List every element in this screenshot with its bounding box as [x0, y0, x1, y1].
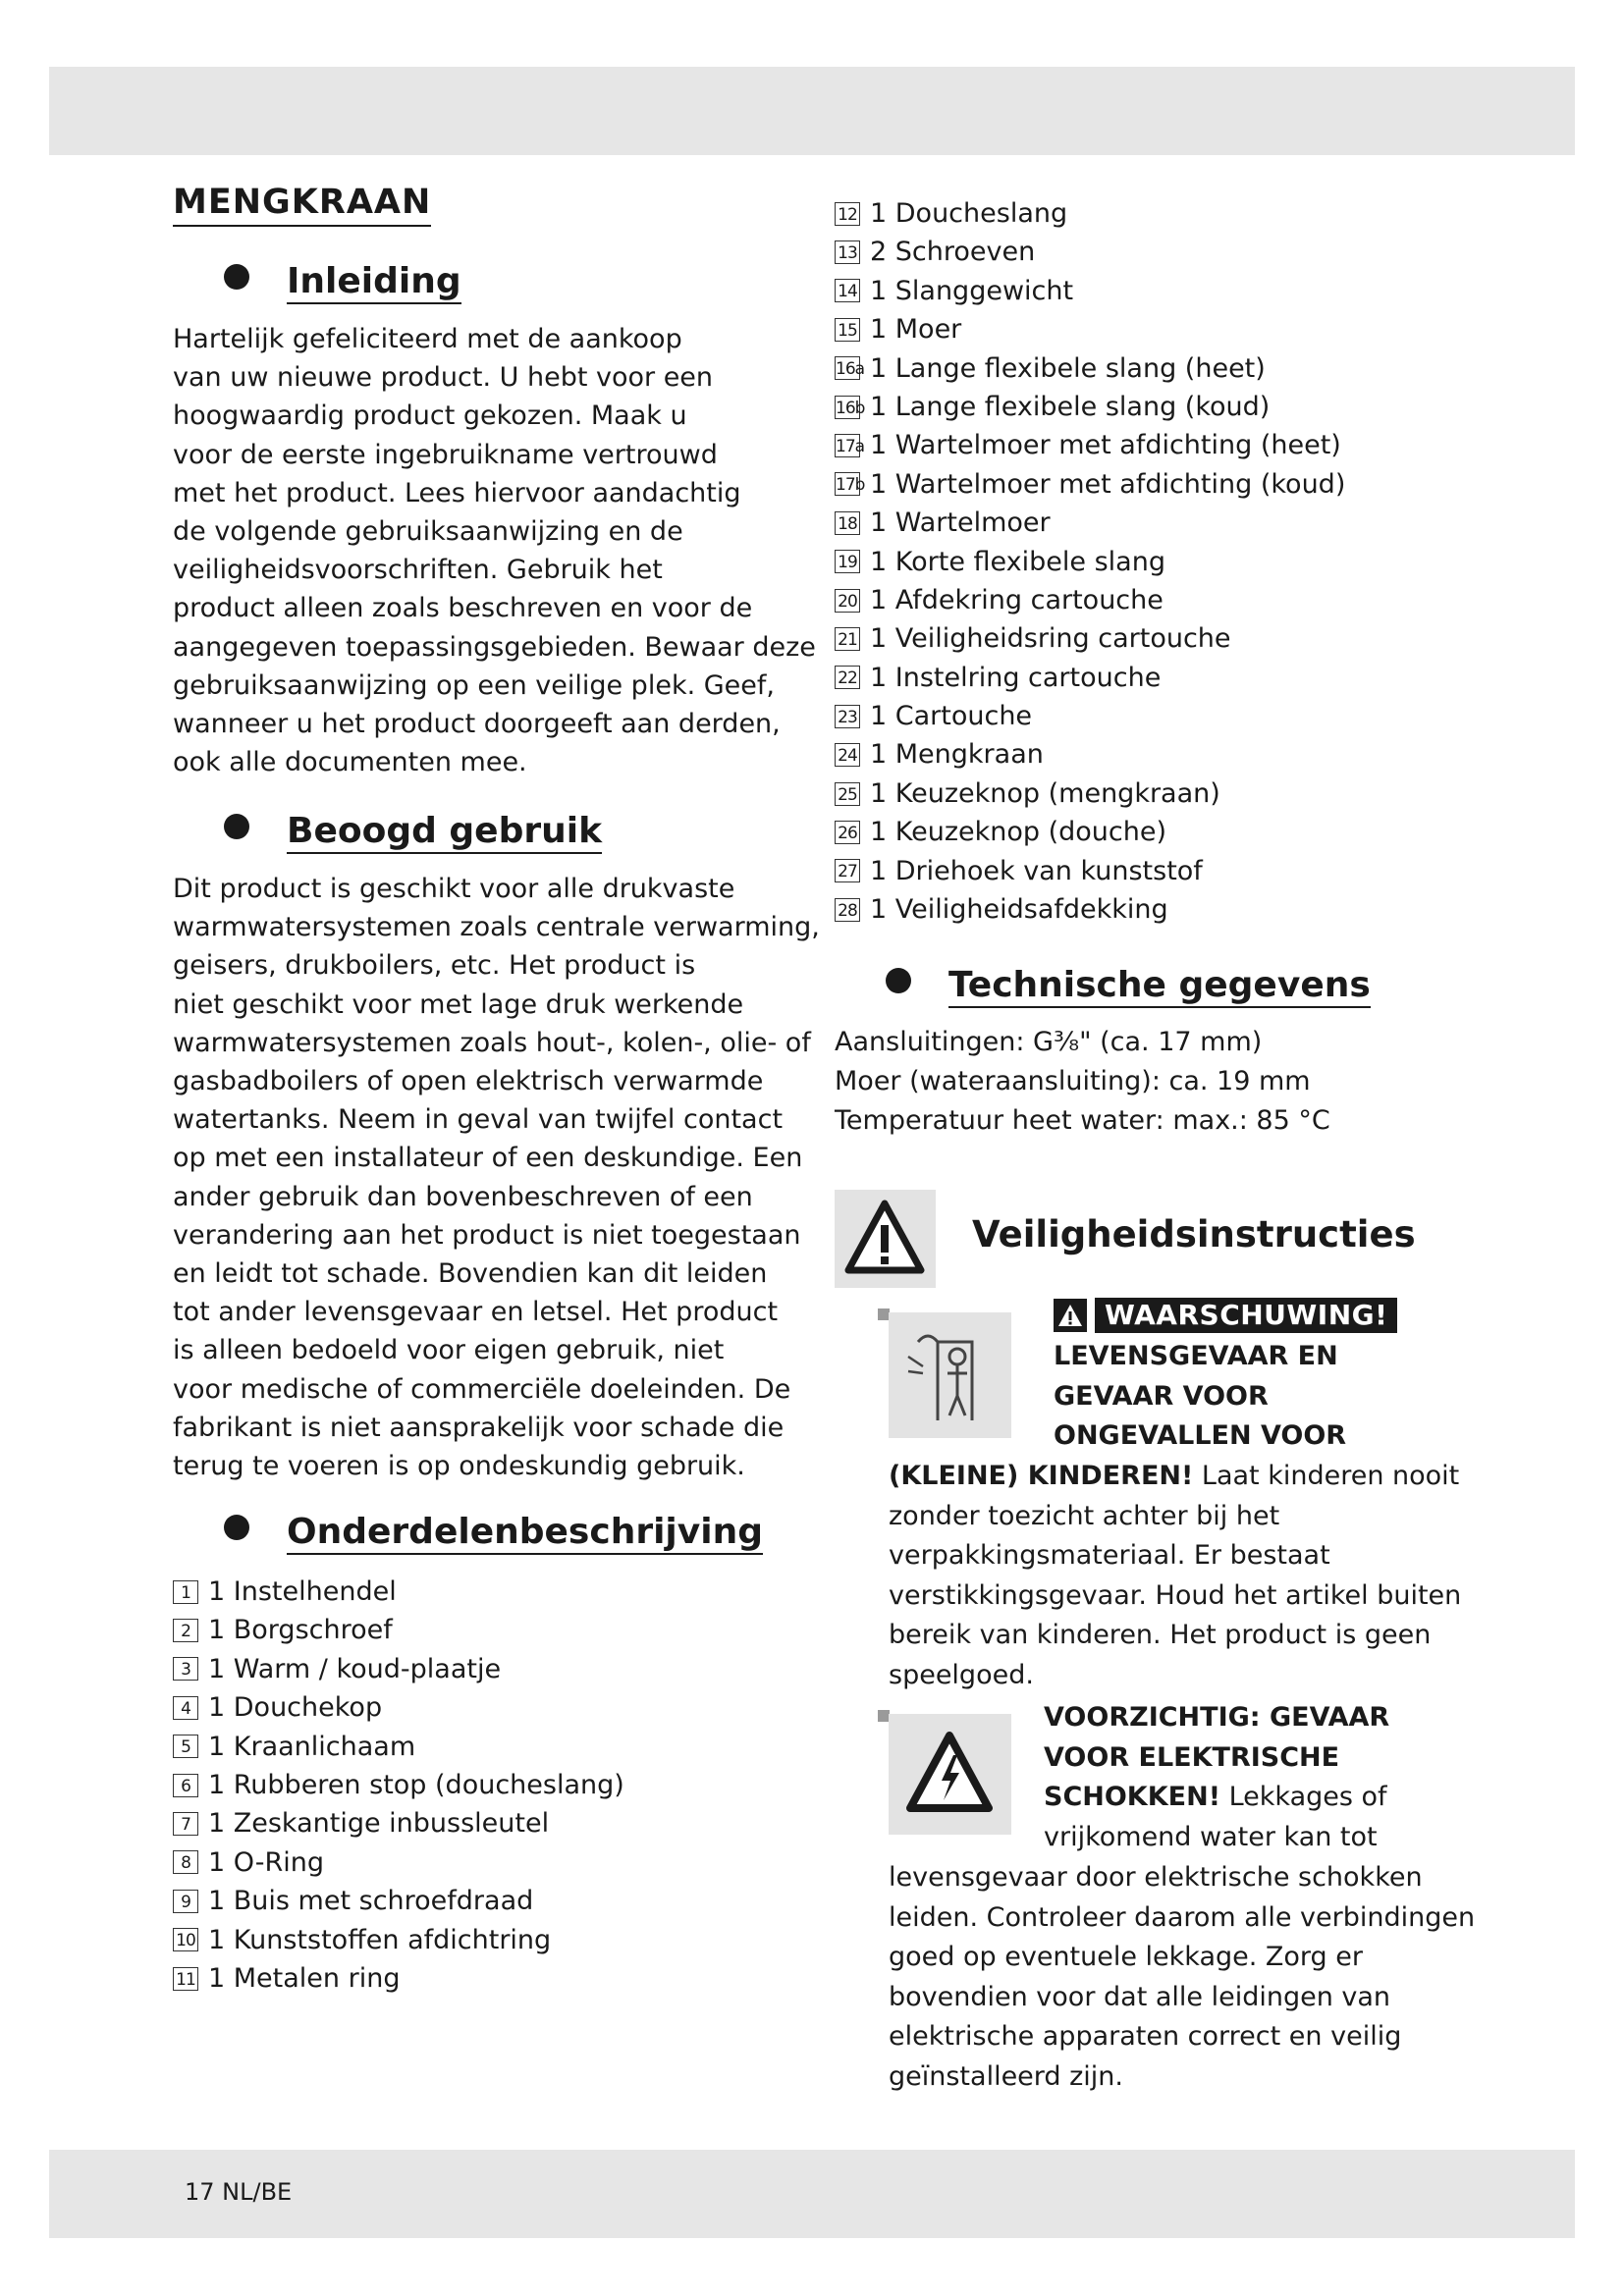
part-number-box: 19	[835, 550, 860, 573]
part-number-box: 15	[835, 318, 860, 342]
parts-list-item	[835, 890, 1345, 929]
parts-list-item	[835, 426, 1345, 464]
heading-onderdelen	[173, 1512, 763, 1555]
intended-use-line: op met een installateur of een deskundige. Een	[173, 1143, 803, 1174]
part-number-box: 17b	[835, 472, 860, 496]
tech-line: Moer (wateraansluiting): ca. 19 mm	[835, 1066, 1311, 1096]
parts-list-item	[835, 697, 1345, 735]
intended-use-line: en leidt tot schade. Bovendien kan dit leiden	[173, 1258, 768, 1290]
part-label: 1 Wartelmoer	[870, 507, 1051, 539]
part-number-box: 7	[173, 1812, 198, 1836]
part-number-box: 21	[835, 627, 860, 651]
intro-line: de volgende gebruiksaanwijzing en de	[173, 516, 683, 548]
warning1-bold-lead: (KLEINE) KINDEREN!	[889, 1461, 1194, 1491]
parts-list-item	[173, 1573, 624, 1611]
part-number-box: 6	[173, 1774, 198, 1797]
part-number-box: 23	[835, 705, 860, 728]
part-number-box: 4	[173, 1696, 198, 1720]
warning1-line	[889, 1457, 1461, 1497]
parts-list-right	[835, 194, 1345, 929]
parts-list-item	[835, 465, 1345, 504]
part-number-box: 1	[173, 1580, 198, 1604]
part-label: 1 Korte flexibele slang	[870, 546, 1165, 577]
warning1-heading	[1054, 1337, 1346, 1457]
part-number-box: 11	[173, 1967, 198, 1991]
intro-line: voor de eerste ingebruikname vertrouwd	[173, 439, 718, 470]
parts-list-item	[173, 1650, 624, 1688]
parts-list-item	[173, 1843, 624, 1882]
part-number-box: 28	[835, 898, 860, 922]
part-label: 1 Slanggewicht	[870, 275, 1074, 306]
parts-list-item	[835, 813, 1345, 851]
part-number-box: 16a	[835, 356, 860, 380]
intro-line: veiligheidsvoorschriften. Gebruik het	[173, 555, 663, 586]
part-label: 1 Wartelmoer met afdichting (heet)	[870, 430, 1341, 461]
tech-line: Aansluitingen: G³⁄₈" (ca. 17 mm)	[835, 1027, 1263, 1057]
warning2-line: levensgevaar door elektrische schokken	[889, 1862, 1423, 1893]
warning1-line: speelgoed.	[889, 1659, 1034, 1690]
part-number-box: 13	[835, 240, 860, 264]
parts-list-item	[173, 1766, 624, 1804]
intended-use-line: verandering aan het product is niet toegestaan	[173, 1219, 801, 1251]
warning1-line: verstikkingsgevaar. Houd het artikel buiten	[889, 1579, 1462, 1611]
heading-inleiding	[173, 261, 461, 304]
part-number-box: 20	[835, 589, 860, 613]
warning1-lead-rest: Laat kinderen nooit	[1193, 1461, 1460, 1491]
part-number-box: 22	[835, 666, 860, 689]
part-label: 1 Rubberen stop (doucheslang)	[208, 1769, 624, 1800]
part-number-box: 17a	[835, 434, 860, 457]
parts-list-left	[173, 1573, 624, 1998]
warning-badge	[1054, 1298, 1397, 1333]
intended-use-line: voor medische of commerciële doeleinden. De	[173, 1373, 791, 1405]
intro-line: Hartelijk gefeliciteerd met de aankoop	[173, 324, 682, 354]
technical-data	[835, 1023, 1330, 1141]
part-label: 1 Lange flexibele slang (koud)	[870, 391, 1271, 422]
part-label: 1 Metalen ring	[208, 1962, 401, 1994]
intended-use-line: warmwatersystemen zoals hout-, kolen-, olie- of	[173, 1027, 811, 1058]
parts-list-item	[835, 504, 1345, 542]
part-number-box: 12	[835, 202, 860, 226]
part-number-box: 14	[835, 279, 860, 302]
part-label: 1 Veiligheidsring cartouche	[870, 623, 1231, 655]
part-number-box: 9	[173, 1890, 198, 1913]
part-label: 1 Instelring cartouche	[870, 662, 1162, 693]
intro-line: ook alle documenten mee.	[173, 747, 527, 778]
bullet-dot-icon	[224, 814, 249, 839]
warning2-bold-lead: SCHOKKEN!	[1044, 1782, 1221, 1812]
heading-text: Beoogd gebruik	[287, 811, 602, 854]
part-label: 1 Wartelmoer met afdichting (koud)	[870, 468, 1346, 500]
parts-list-item	[835, 852, 1345, 890]
part-label: 1 Driehoek van kunststof	[870, 855, 1203, 886]
header-band	[49, 67, 1575, 155]
parts-list-item	[173, 1688, 624, 1727]
parts-list-item	[835, 581, 1345, 619]
tech-line: Temperatuur heet water: max.: 85 °C	[835, 1105, 1330, 1136]
warning-triangle-icon	[835, 1190, 936, 1288]
parts-list-item	[835, 349, 1345, 388]
part-label: 1 Moer	[870, 314, 962, 346]
warning2-line: elektrische apparaten correct en veilig	[889, 2021, 1402, 2052]
warning1-line: bereik van kinderen. Het product is geen	[889, 1620, 1432, 1650]
part-label: 1 Kraanlichaam	[208, 1731, 416, 1762]
heading-beoogd-gebruik	[173, 811, 602, 854]
part-number-box: 16b	[835, 396, 860, 419]
parts-list-item	[173, 1882, 624, 1920]
part-label: 1 Douchekop	[208, 1692, 383, 1724]
heading-text: Inleiding	[287, 261, 461, 304]
parts-list-item	[173, 1921, 624, 1959]
safety-warning-box	[835, 1190, 936, 1288]
child-warning-icon	[889, 1312, 1011, 1438]
part-label: 1 Instelhendel	[208, 1576, 397, 1607]
parts-list-item	[835, 388, 1345, 426]
part-number-box: 3	[173, 1657, 198, 1681]
intro-line: aangegeven toepassingsgebieden. Bewaar deze	[173, 631, 816, 663]
part-label: 1 Buis met schroefdraad	[208, 1886, 534, 1917]
part-label: 1 O-Ring	[208, 1846, 325, 1878]
intended-use-line: watertanks. Neem in geval van twijfel contact	[173, 1104, 784, 1136]
parts-list-item	[835, 310, 1345, 348]
part-label: 1 Cartouche	[870, 701, 1033, 732]
part-label: 1 Afdekring cartouche	[870, 584, 1164, 615]
warning2-heading-line: VOORZICHTIG: GEVAAR	[1044, 1702, 1390, 1733]
warning2-line: vrijkomend water kan tot	[1044, 1821, 1378, 1852]
part-number-box: 27	[835, 859, 860, 882]
warning-triangle-icon	[1054, 1299, 1087, 1332]
warning2-line: bovendien voor dat alle leidingen van	[889, 1981, 1391, 2012]
part-label: 1 Warm / koud-plaatje	[208, 1653, 502, 1684]
part-label: 1 Veiligheidsafdekking	[870, 894, 1168, 926]
intro-paragraph	[173, 320, 816, 781]
part-label: 1 Doucheslang	[870, 198, 1068, 229]
intended-use-line: warmwatersystemen zoals centrale verwarming,	[173, 912, 820, 943]
intended-use-line: is alleen bedoeld voor eigen gebruik, niet	[173, 1335, 725, 1366]
part-number-box: 25	[835, 782, 860, 806]
part-label: 1 Borgschroef	[208, 1615, 393, 1646]
bullet-dot-icon	[886, 968, 911, 993]
intro-line: gebruiksaanwijzing op een veilige plek. Geef,	[173, 669, 775, 701]
parts-list-item	[173, 1611, 624, 1649]
parts-list-item	[835, 272, 1345, 310]
intro-line: met het product. Lees hiervoor aandachtig	[173, 477, 741, 508]
intro-line: wanneer u het product doorgeeft aan derden,	[173, 709, 781, 740]
intended-use-line: terug te voeren is op ondeskundig gebruik.	[173, 1451, 745, 1482]
parts-list-item	[835, 233, 1345, 271]
parts-list-item	[835, 619, 1345, 658]
warning2-line: leiden. Controleer daarom alle verbindingen	[889, 1901, 1476, 1933]
intended-use-line: fabrikant is niet aansprakelijk voor schade die	[173, 1412, 785, 1443]
intended-use-line: Dit product is geschikt voor alle drukvaste	[173, 874, 735, 904]
part-label: 1 Mengkraan	[870, 739, 1044, 771]
heading-text: Technische gegevens	[948, 965, 1371, 1008]
parts-list-item	[835, 194, 1345, 233]
warning2-line: goed op eventuele lekkage. Zorg er	[889, 1942, 1363, 1972]
parts-list-item	[835, 543, 1345, 581]
parts-list-item	[835, 659, 1345, 697]
part-number-box: 5	[173, 1735, 198, 1758]
intended-use-line: tot ander levensgevaar en letsel. Het product	[173, 1297, 779, 1328]
parts-list-item	[835, 735, 1345, 774]
warning1-heading-line: LEVENSGEVAAR EN	[1054, 1341, 1338, 1371]
intended-use-line: geisers, drukboilers, etc. Het product is	[173, 950, 696, 982]
intro-line: hoogwaardig product gekozen. Maak u	[173, 400, 687, 432]
warning1-body	[889, 1457, 1461, 1695]
warning-label: WAARSCHUWING!	[1095, 1298, 1397, 1333]
part-number-box: 8	[173, 1850, 198, 1874]
heading-text: Onderdelenbeschrijving	[287, 1512, 763, 1555]
part-number-box: 10	[173, 1928, 198, 1951]
warning2-line: geïnstalleerd zijn.	[889, 2060, 1124, 2092]
part-label: 1 Kunststoffen afdichtring	[208, 1924, 552, 1955]
parts-list-item	[173, 1959, 624, 1998]
warning1-heading-line: ONGEVALLEN VOOR	[1054, 1420, 1347, 1451]
parts-list-item	[173, 1804, 624, 1842]
warning1-heading-line: GEVAAR VOOR	[1054, 1380, 1269, 1412]
intended-use-paragraph	[173, 870, 820, 1485]
warning2-lead-rest: Lekkages of	[1220, 1782, 1387, 1812]
warning2-heading-line: VOOR ELEKTRISCHE	[1044, 1741, 1340, 1773]
part-label: 1 Keuzeknop (mengkraan)	[870, 777, 1220, 809]
bullet-dot-icon	[224, 264, 249, 290]
part-label: 1 Keuzeknop (douche)	[870, 817, 1167, 848]
heading-technische-gegevens	[835, 965, 1371, 1008]
warning1-line: verpakkingsmateriaal. Er bestaat	[889, 1540, 1330, 1571]
intended-use-line: niet geschikt voor met lage druk werkende	[173, 988, 744, 1020]
part-label: 2 Schroeven	[870, 237, 1036, 268]
page-title: MENGKRAAN	[173, 183, 431, 227]
part-label: 1 Zeskantige inbussleutel	[208, 1808, 550, 1840]
part-number-box: 2	[173, 1619, 198, 1642]
warning2-line	[1044, 1778, 1389, 1818]
part-number-box: 24	[835, 743, 860, 767]
warning2-body	[889, 1858, 1475, 2097]
part-number-box: 26	[835, 821, 860, 844]
intro-line: van uw nieuwe product. U hebt voor een	[173, 362, 714, 394]
warning2-heading	[1044, 1698, 1389, 1857]
part-label: 1 Lange flexibele slang (heet)	[870, 352, 1266, 384]
intended-use-line: ander gebruik dan bovenbeschreven of een	[173, 1181, 753, 1212]
intro-line: product alleen zoals beschreven en voor de	[173, 593, 753, 624]
parts-list-item	[835, 774, 1345, 813]
heading-veiligheidsinstructies: Veiligheidsinstructies	[972, 1213, 1416, 1255]
intended-use-line: gasbadboilers of open elektrisch verwarmde	[173, 1066, 764, 1097]
page-number: 17 NL/BE	[185, 2178, 293, 2206]
electric-shock-warning-icon	[889, 1714, 1011, 1835]
bullet-dot-icon	[224, 1515, 249, 1540]
part-number-box: 18	[835, 511, 860, 535]
warning1-line: zonder toezicht achter bij het	[889, 1500, 1280, 1531]
parts-list-item	[173, 1728, 624, 1766]
